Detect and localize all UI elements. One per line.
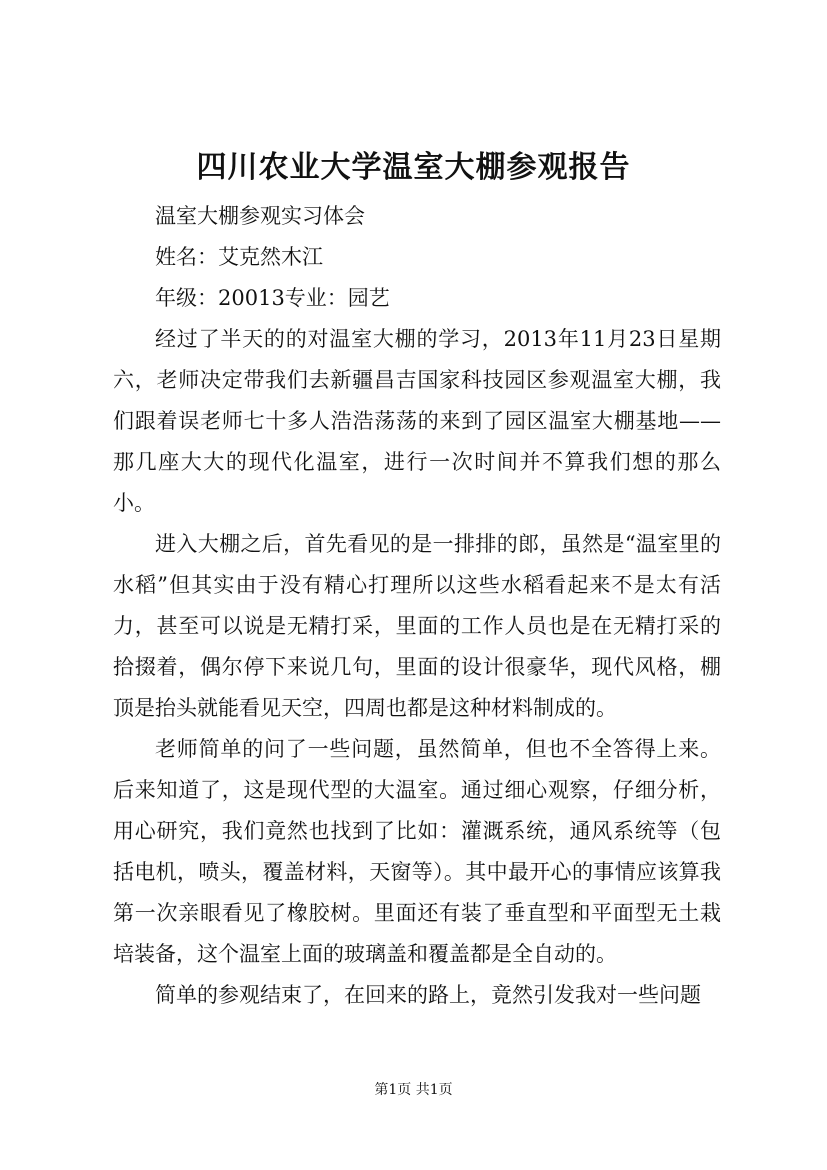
- document-title: 四川农业大学温室大棚参观报告: [196, 150, 631, 185]
- paragraph-subtitle: 温室大棚参观实习体会: [155, 204, 365, 228]
- paragraph-body: 进入大棚之后，首先看见的是一排排的郎，虽然是“温室里的水稻”但其实由于没有精心打理所以这些水稻看起来不是太有活力，甚至可以说是无精打采，里面的工作人员也是在无精打采的拾掇着，偶尔停下来说几句，里面的设计很豪华，现代风格，棚顶是抬头就能看见天空，四周也都是这种材料制成的。: [113, 532, 721, 720]
- paragraph-body: 老师简单的问了一些问题，虽然简单，但也不全答得上来。后来知道了，这是现代型的大温室。通过细心观察，仔细分析，用心研究，我们竟然也找到了比如：灌溉系统，通风系统等（包括电机，喷头，覆盖材料，天窗等）。其中最开心的事情应该算我第一次亲眼看见了橡胶树。里面还有装了垂直型和平面型无土栽培装备，这个温室上面的玻璃盖和覆盖都是全自动的。: [113, 737, 721, 966]
- paragraph-body: 简单的参观结束了，在回来的路上，竟然引发我对一些问题: [155, 983, 701, 1007]
- paragraph-body: 经过了半天的的对温室大棚的学习，2013年11月23日星期六，老师决定带我们去新疆昌吉国家科技园区参观温室大棚，我们跟着误老师七十多人浩浩荡荡的来到了园区温室大棚基地——那几座大大的现代化温室，进行一次时间并不算我们想的那么小。: [113, 327, 721, 515]
- paragraph-name: 姓名：艾克然木江: [155, 245, 323, 269]
- page-footer: 第1页 共1页: [374, 1082, 453, 1098]
- paragraph-grade-major: 年级：20013专业：园艺: [155, 286, 390, 310]
- document-body: [113, 196, 721, 1016]
